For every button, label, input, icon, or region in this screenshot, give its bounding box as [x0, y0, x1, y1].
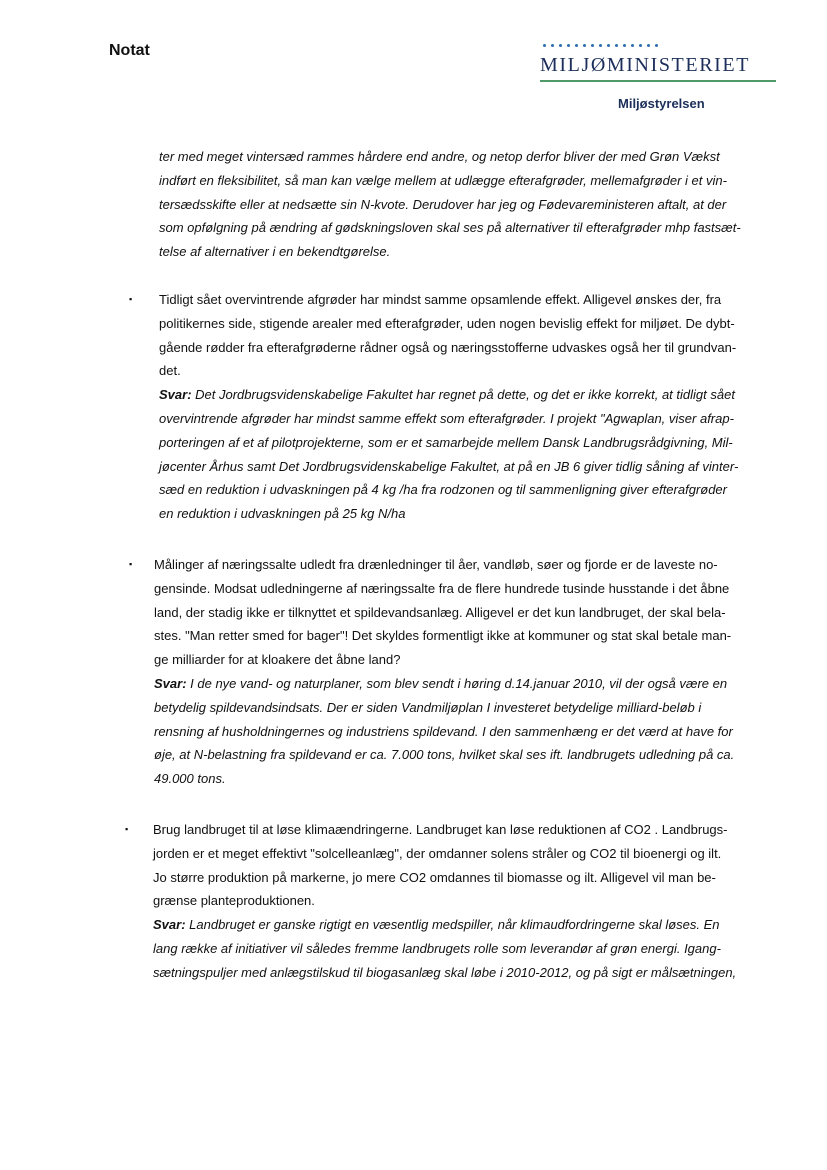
text-line: tersædsskifte eller at nedsætte sin N-kvote. Derudover har jeg og Fødevareministeren aftalt, at der: [159, 196, 727, 212]
question-line: jorden er et meget effektivt "solcelleanlæg", der omdanner solens stråler og CO2 til bioenergi og ilt.: [153, 845, 722, 861]
question-line: grænse planteproduktionen.: [153, 893, 315, 909]
bullet-item: [159, 288, 738, 526]
answer-line: Svar: Det Jordbrugsvidenskabelige Fakultet har regnet på dette, og det er ikke korrekt, at tidligt sået: [159, 387, 735, 403]
svar-label: Svar:: [153, 917, 186, 933]
question-line: Tidligt sået overvintrende afgrøder har mindst samme opsamlende effekt. Alligevel ønskes der, fra: [159, 292, 722, 307]
answer-line: jøcenter Århus samt Det Jordbrugsvidenskabelige Fakultet, at på en JB 6 giver tidlig såning af vinter-: [159, 458, 739, 474]
bullet-item: [153, 818, 736, 985]
question-line: stes. "Man retter smed for bager"! Det skyldes formentligt ikke at kommuner og stat skal betale man-: [154, 628, 732, 644]
svar-label: Svar:: [159, 387, 192, 403]
answer-line: Svar: I de nye vand- og naturplaner, som blev sendt i høring d.14.januar 2010, vil der også være en: [154, 675, 728, 691]
answer-line: porteringen af et af pilotprojekterne, som er et samarbejde mellem Dansk Landbrugsrådgivning, Mil-: [159, 434, 733, 450]
question-line: ge milliarder for at kloakere det åbne land?: [154, 652, 401, 668]
question-line: Målinger af næringssalte udledt fra drænledninger til åer, vandløb, søer og fjorde er de laveste no-: [154, 557, 718, 572]
ministry-logo: [540, 44, 778, 82]
logo-text: MILJØMINISTERIET: [540, 54, 751, 76]
text-line: telse af alternativer i en bekendtgørelse.: [159, 244, 391, 260]
answer-line: lang række af initiativer vil således fremme landbrugets rolle som leverandør af grøn energi. Igang-: [153, 940, 721, 956]
bullet-marker: ▪: [129, 559, 133, 569]
answer-line: øje, at N-belastning fra spildevand er ca. 7.000 tons, hvilket skal ses ift. landbrugets udledning på ca.: [154, 747, 735, 763]
logo-dots: [543, 44, 778, 48]
intro-paragraph: [159, 145, 741, 264]
answer-line: betydelig spildevandsindsats. Der er siden Vandmiljøplan I investeret betydelige milliard-beløb i: [154, 699, 702, 715]
text-line: ter med meget vintersæd rammes hårdere end andre, og netop derfor bliver der med Grøn Vækst: [159, 149, 720, 164]
answer-line: en reduktion i udvaskningen på 25 kg N/ha: [159, 506, 406, 522]
answer-line: overvintrende afgrøder har mindst samme effekt som efterafgrøder. I projekt "Agwaplan, viser afrap-: [159, 410, 734, 426]
text-line: indført en fleksibilitet, så man kan vælge mellem at udlægge efterafgrøder, mellemafgrøder i et vin-: [159, 172, 727, 188]
question-line: det.: [159, 363, 181, 379]
logo-underline: [540, 80, 776, 82]
svar-label: Svar:: [154, 675, 187, 691]
text-line: som opfølgning på ændring af gødskningsloven skal ses på alternativer til efterafgrøder mhp fastsæt-: [159, 220, 741, 236]
bullet-item: [154, 553, 734, 791]
answer-line: 49.000 tons.: [154, 771, 226, 787]
bullet-marker: ▪: [129, 294, 133, 304]
answer-line: sæd en reduktion i udvaskningen på 4 kg /ha fra rodzonen og til sammenligning giver efterafgrøder: [159, 482, 727, 498]
document-type-label: Notat: [109, 42, 150, 59]
question-line: gående rødder fra efterafgrøderne rådner også og næringsstofferne udvaskes også her til grundvan-: [159, 339, 737, 355]
question-line: land, der stadig ikke er tilknyttet et spildevandsanlæg. Alligevel er det kun landbruget, der skal bela-: [154, 604, 726, 620]
answer-line: sætningspuljer med anlægstilskud til biogasanlæg skal løbe i 2010-2012, og på sigt er målsætningen,: [153, 964, 737, 980]
question-line: Brug landbruget til at løse klimaændringerne. Landbruget kan løse reduktionen af CO2 . Landbrugs-: [153, 822, 728, 837]
agency-name: Miljøstyrelsen: [618, 96, 705, 111]
question-line: Jo større produktion på markerne, jo mere CO2 omdannes til biomasse og ilt. Alligevel vil man be-: [153, 869, 716, 885]
bullet-marker: ▪: [125, 824, 129, 834]
question-line: politikernes side, stigende arealer med efterafgrøder, uden nogen bevislig effekt for miljøet. De dybt-: [159, 315, 735, 331]
question-line: gensinde. Modsat udledningerne af næringssalte fra de flere hundrede tusinde husstande i det åbne: [154, 580, 730, 596]
answer-line: rensning af husholdningernes og industriens spildevand. I den sammenhæng er det værd at have for: [154, 723, 733, 739]
answer-line: Svar: Landbruget er ganske rigtigt en væsentlig medspiller, når klimaudfordringerne skal løses. En: [153, 917, 720, 933]
